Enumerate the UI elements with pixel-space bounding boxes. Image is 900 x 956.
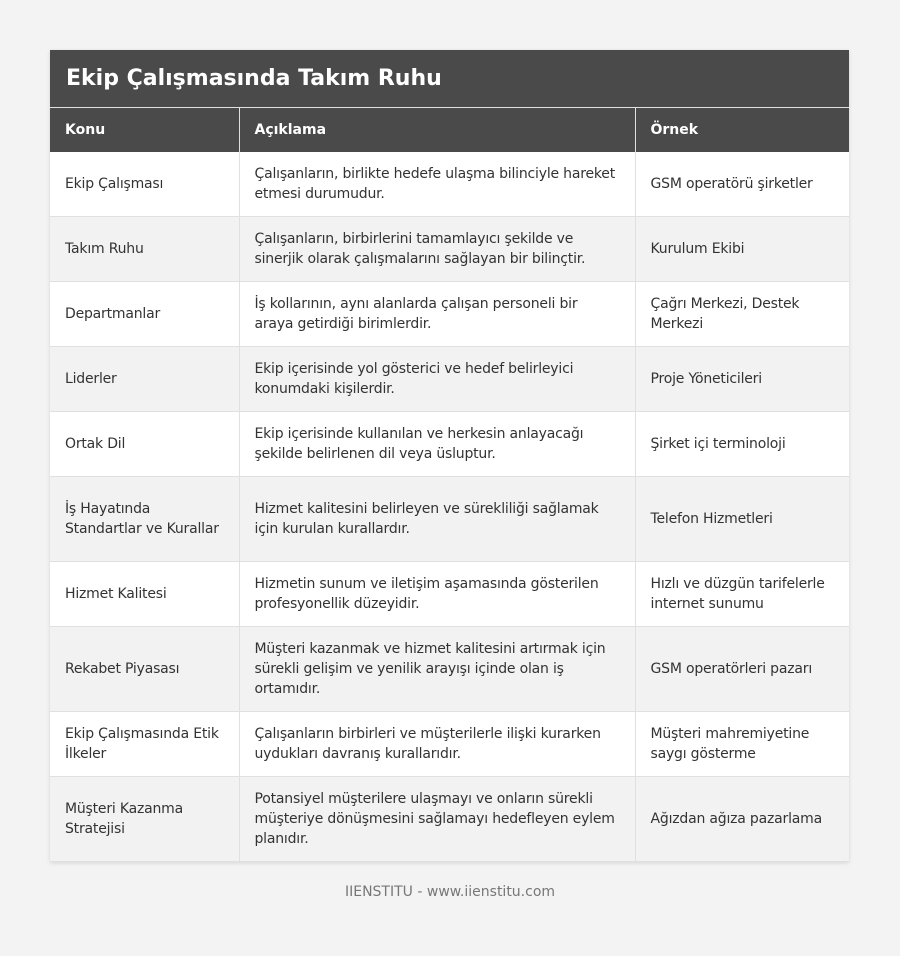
cell-aciklama: Hizmetin sunum ve iletişim aşamasında gösterilen profesyonellik düzeyidir. [239, 562, 635, 627]
table-row [50, 477, 849, 562]
cell-konu: Liderler [50, 347, 239, 412]
cell-konu: Müşteri Kazanma Stratejisi [50, 777, 239, 862]
table-row [50, 712, 849, 777]
header-konu: Konu [50, 108, 239, 152]
table-row [50, 412, 849, 477]
cell-konu: Ekip Çalışması [50, 152, 239, 217]
cell-konu: Departmanlar [50, 282, 239, 347]
cell-konu: Ekip Çalışmasında Etik İlkeler [50, 712, 239, 777]
cell-ornek: Şirket içi terminoloji [635, 412, 849, 477]
table-row [50, 627, 849, 712]
cell-ornek: Hızlı ve düzgün tarifelerle internet sunumu [635, 562, 849, 627]
cell-ornek: Proje Yöneticileri [635, 347, 849, 412]
table-row [50, 217, 849, 282]
table-title: Ekip Çalışmasında Takım Ruhu [50, 50, 849, 108]
table-row [50, 347, 849, 412]
table-row [50, 282, 849, 347]
cell-ornek: Kurulum Ekibi [635, 217, 849, 282]
cell-konu: İş Hayatında Standartlar ve Kurallar [50, 477, 239, 562]
table-row [50, 152, 849, 217]
table-card [50, 50, 849, 862]
cell-ornek: GSM operatörü şirketler [635, 152, 849, 217]
cell-aciklama: Müşteri kazanmak ve hizmet kalitesini artırmak için sürekli gelişim ve yenilik arayışı içinde olan iş ortamıdır. [239, 627, 635, 712]
header-ornek: Örnek [635, 108, 849, 152]
footer-credit: IIENSTITU - www.iienstitu.com [344, 884, 556, 900]
cell-aciklama: Ekip içerisinde kullanılan ve herkesin anlayacağı şekilde belirlenen dil veya üsluptur. [239, 412, 635, 477]
cell-ornek: Telefon Hizmetleri [635, 477, 849, 562]
table-row [50, 562, 849, 627]
cell-ornek: Çağrı Merkezi, Destek Merkezi [635, 282, 849, 347]
cell-konu: Rekabet Piyasası [50, 627, 239, 712]
cell-aciklama: Hizmet kalitesini belirleyen ve sürekliliği sağlamak için kurulan kurallardır. [239, 477, 635, 562]
cell-ornek: Müşteri mahremiyetine saygı gösterme [635, 712, 849, 777]
cell-aciklama: İş kollarının, aynı alanlarda çalışan personeli bir araya getirdiği birimlerdir. [239, 282, 635, 347]
cell-aciklama: Ekip içerisinde yol gösterici ve hedef belirleyici konumdaki kişilerdir. [239, 347, 635, 412]
cell-konu: Takım Ruhu [50, 217, 239, 282]
cell-aciklama: Potansiyel müşterilere ulaşmayı ve onların sürekli müşteriye dönüşmesini sağlamayı hedefleyen eylem planıdır. [239, 777, 635, 862]
table-row [50, 777, 849, 862]
cell-aciklama: Çalışanların, birlikte hedefe ulaşma bilinciyle hareket etmesi durumudur. [239, 152, 635, 217]
cell-konu: Ortak Dil [50, 412, 239, 477]
cell-aciklama: Çalışanların, birbirlerini tamamlayıcı şekilde ve sinerjik olarak çalışmalarını sağlayan bir bilinçtir. [239, 217, 635, 282]
cell-aciklama: Çalışanların birbirleri ve müşterilerle ilişki kurarken uydukları davranış kurallarıdır. [239, 712, 635, 777]
table-header-row [50, 108, 849, 152]
cell-konu: Hizmet Kalitesi [50, 562, 239, 627]
cell-ornek: GSM operatörleri pazarı [635, 627, 849, 712]
cell-ornek: Ağızdan ağıza pazarlama [635, 777, 849, 862]
header-aciklama: Açıklama [239, 108, 635, 152]
topics-table [50, 108, 849, 862]
